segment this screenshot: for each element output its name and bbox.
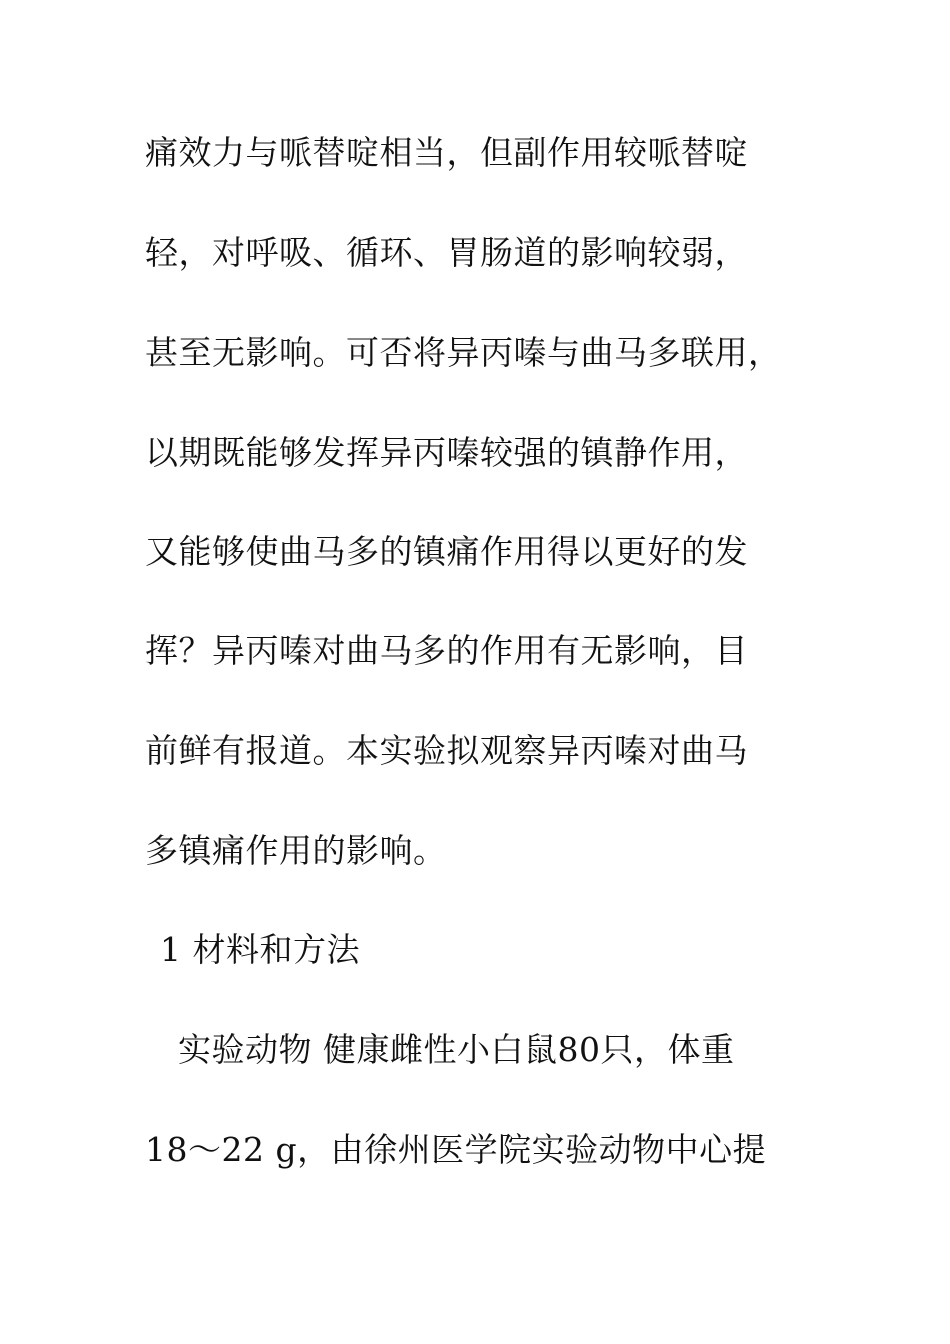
paragraph-line-7: 前鲜有报道。本实验拟观察异丙嗪对曲马 — [145, 731, 748, 770]
paragraph-line-8: 多镇痛作用的影响。 — [145, 831, 447, 870]
section-heading: 1 材料和方法 — [160, 930, 360, 969]
subsection-line: 实验动物 健康雌性小白鼠80只，体重 — [178, 1030, 735, 1069]
paragraph-line-1: 痛效力与哌替啶相当，但副作用较哌替啶 — [145, 133, 748, 172]
paragraph-line-2: 轻，对呼吸、循环、胃肠道的影响较弱， — [145, 233, 748, 272]
paragraph-line-5: 又能够使曲马多的镇痛作用得以更好的发 — [145, 532, 748, 571]
paragraph-line-3: 甚至无影响。可否将异丙嗪与曲马多联用， — [145, 333, 782, 372]
paragraph-line-6: 挥？异丙嗪对曲马多的作用有无影响，目 — [145, 631, 748, 670]
continuation-line: 18～22 g，由徐州医学院实验动物中心提 — [145, 1130, 767, 1169]
paragraph-line-4: 以期既能够发挥异丙嗪较强的镇静作用， — [145, 433, 748, 472]
